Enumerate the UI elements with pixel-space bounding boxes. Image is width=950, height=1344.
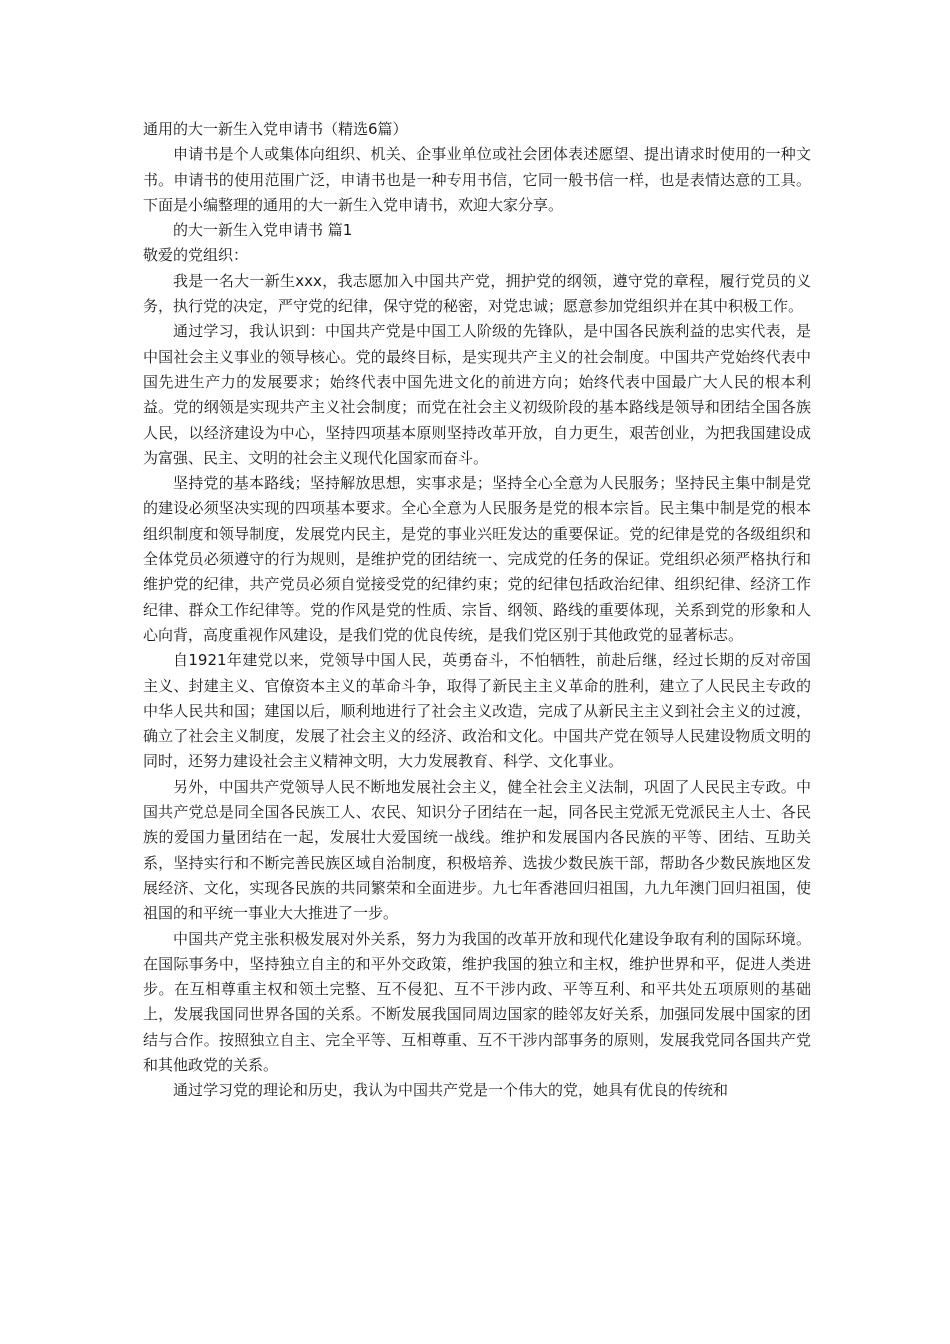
intro-paragraph: 申请书是个人或集体向组织、机关、企事业单位或社会团体表述愿望、提出请求时使用的一种文书。申请书的使用范围广泛，申请书也是一种专用书信，它同一般书信一样，也是表情达意的工具。下面是小编整理的通用的大一新生入党申请书，欢迎大家分享。 — [143, 145, 811, 214]
body-paragraph: 中国共产党主张积极发展对外关系，努力为我国的改革开放和现代化建设争取有利的国际环境。在国际事务中，坚持独立自主的和平外交政策，维护我国的独立和主权，维护世界和平，促进人类进步。在互相尊重主权和领土完整、互不侵犯、互不干涉内政、平等互利、和平共处五项原则的基础上，发展我国同世界各国的关系。不断发展我国同周边国家的睦邻友好关系，加强同发展中国家的团结与合作。按照独立自主、完全平等、互相尊重、互不干涉内部事务的原则，发展我党同各国共产党和其他政党的关系。 — [143, 929, 811, 1074]
body-paragraph: 坚持党的基本路线；坚持解放思想，实事求是；坚持全心全意为人民服务；坚持民主集中制是党的建设必须坚决实现的四项基本要求。全心全意为人民服务是党的根本宗旨。民主集中制是党的根本组织制度和领导制度，发展党内民主，是党的事业兴旺发达的重要保证。党的纪律是党的各级组织和全体党员必须遵守的行为规则，是维护党的团结统一、完成党的任务的保证。党组织必须严格执行和维护党的纪律，共产党员必须自觉接受党的纪律约束；党的纪律包括政治纪律、组织纪律、经济工作纪律、群众工作纪律等。党的作风是党的性质、宗旨、纲领、路线的重要体现，关系到党的形象和人心向背，高度重视作风建设，是我们党的优良传统，是我们党区别于其他政党的显著标志。 — [143, 474, 811, 644]
body-paragraph: 自1921年建党以来，党领导中国人民，英勇奋斗，不怕牺牲，前赴后继，经过长期的反对帝国主义、封建主义、官僚资本主义的革命斗争，取得了新民主主义革命的胜利，建立了人民民主专政的中华人民共和国；建国以后，顺利地进行了社会主义改造，完成了从新民主主义到社会主义的过渡，确立了社会主义制度，发展了社会主义的经济、政治和文化。中国共产党在领导人民建设物质文明的同时，还努力建设社会主义精神文明，大力发展教育、科学、文化事业。 — [143, 651, 811, 771]
body-paragraph: 我是一名大一新生xxx，我志愿加入中国共产党，拥护党的纲领，遵守党的章程，履行党员的义务，执行党的决定，严守党的纪律，保守党的秘密，对党忠诚；愿意参加党组织并在其中积极工作。 — [143, 271, 811, 316]
body-paragraph: 通过学习党的理论和历史，我认为中国共产党是一个伟大的党，她具有优良的传统和 — [173, 1081, 729, 1100]
body-paragraph: 通过学习，我认识到：中国共产党是中国工人阶级的先锋队，是中国各民族利益的忠实代表，是中国社会主义事业的领导核心。党的最终目标，是实现共产主义的社会制度。中国共产党始终代表中国先进生产力的发展要求；始终代表中国先进文化的前进方向；始终代表中国最广大人民的根本利益。党的纲领是实现共产主义社会制度；而党在社会主义初级阶段的基本路线是领导和团结全国各族人民，以经济建设为中心，坚持四项基本原则坚持改革开放，自力更生，艰苦创业，为把我国建设成为富强、民主、文明的社会主义现代化国家而奋斗。 — [143, 322, 811, 467]
section-heading: 的大一新生入党申请书 篇1 — [173, 221, 353, 240]
document-title: 通用的大一新生入党申请书（精选6篇） — [143, 120, 408, 138]
body-paragraph: 另外，中国共产党领导人民不断地发展社会主义，健全社会主义法制，巩固了人民民主专政。中国共产党总是同全国各民族工人、农民、知识分子团结在一起，同各民主党派无党派民主人士、各民族的爱国力量团结在一起，发展壮大爱国统一战线。维护和发展国内各民族的平等、团结、互助关系，坚持实行和不断完善民族区域自治制度，积极培养、选拔少数民族干部，帮助各少数民族地区发展经济、文化，实现各民族的共同繁荣和全面进步。九七年香港回归祖国，九九年澳门回归祖国，使祖国的和平统一事业大大推进了一步。 — [143, 777, 811, 923]
salutation: 敬爱的党组织： — [143, 246, 249, 265]
